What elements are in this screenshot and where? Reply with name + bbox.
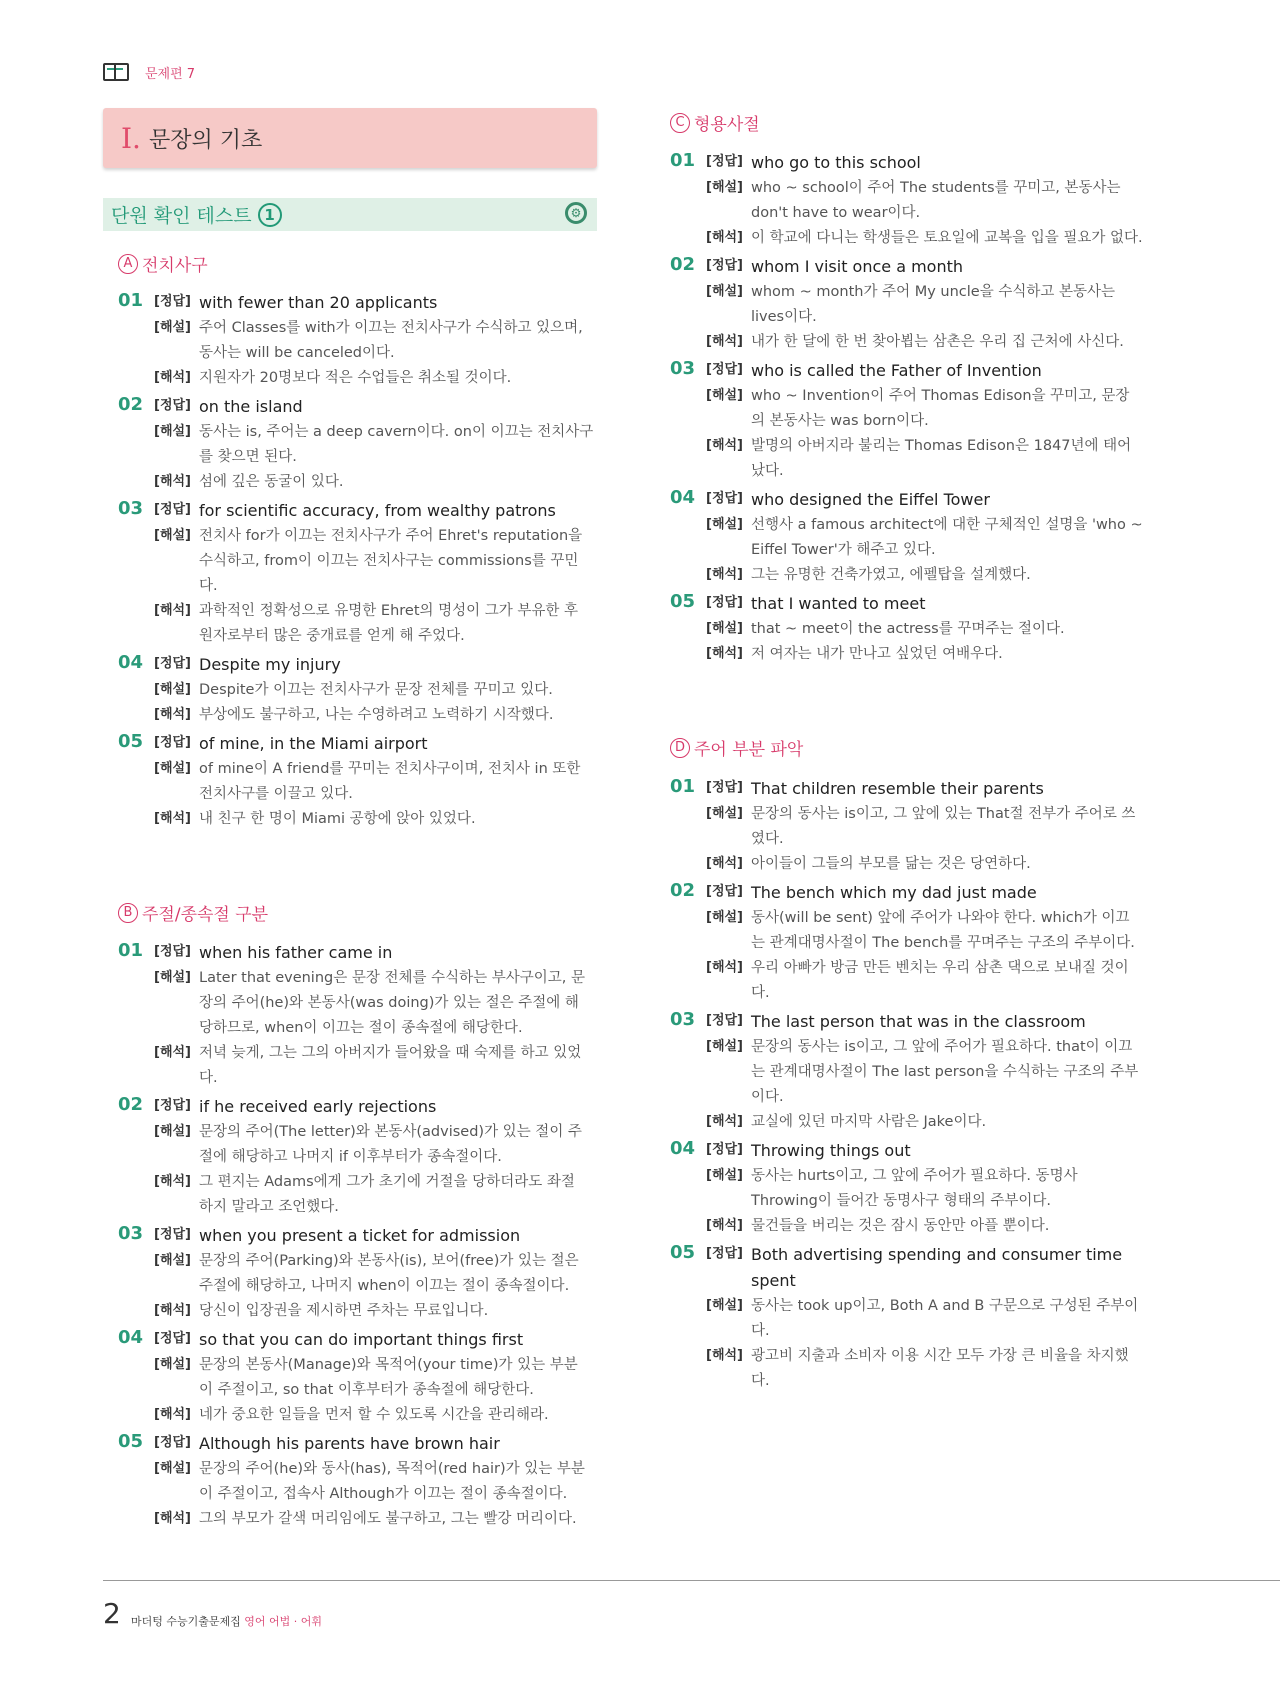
answer-text: That children resemble their parents [751,779,1044,798]
item-number: 05 [670,1242,696,1263]
section-a-list [118,290,608,835]
answer-tag: [정답] [706,780,743,795]
answer-tag: [정답] [706,1013,743,1028]
explanation-text: 문장의 주어(Parking)와 본동사(is), 보어(free)가 있는 절은 [199,1253,579,1269]
answer-tag: [정답] [706,154,743,169]
book-icon [103,63,129,81]
item-number: 03 [118,498,144,519]
answer-tag: [정답] [706,258,743,273]
answer-item [118,1327,608,1428]
answer-text: whom I visit once a month [751,257,964,276]
item-number: 02 [670,254,696,275]
explanation-text: 이 주절이고, 접속사 Although가 이끄는 절이 종속절이다. [199,1486,568,1502]
section-title: 전치사구 [142,256,208,276]
translation-tag: [해석] [154,474,191,489]
answer-item [118,940,608,1091]
answer-text: that I wanted to meet [751,594,926,613]
item-number: 04 [118,1327,144,1348]
explanation-text: 동사(will be sent) 앞에 주어가 나와야 한다. which가 이끄 [751,910,1130,926]
explanation-tag: [해설] [154,682,191,697]
footer-book: 마더텅 수능기출문제집 [131,1615,241,1628]
translation-text: 그의 부모가 갈색 머리임에도 불구하고, 그는 빨강 머리이다. [199,1511,577,1527]
translation-text: 부상에도 불구하고, 나는 수영하려고 노력하기 시작했다. [199,707,554,723]
answer-text: for scientific accuracy, from wealthy patrons [199,501,556,520]
explanation-text: 선행사 a famous architect에 대한 구체적인 설명을 'who ~ [751,517,1143,533]
item-number: 01 [670,150,696,171]
explanation-text: 절에 해당하고 나머지 if 이후부터가 종속절이다. [199,1149,502,1165]
item-number: 05 [118,1431,144,1452]
section-title: 주어 부분 파악 [694,740,804,760]
answer-text: of mine, in the Miami airport [199,734,428,753]
translation-text: 내 친구 한 명이 Miami 공항에 앉아 있었다. [199,811,476,827]
unit-title: 단원 확인 테스트 [111,205,252,227]
explanation-tag: [해설] [706,910,743,925]
explanation-tag: [해설] [706,517,743,532]
translation-tag: [해석] [706,230,743,245]
translation-text: 광고비 지출과 소비자 이용 시간 모두 가장 큰 비율을 차지했 [751,1348,1129,1364]
translation-text: 다. [199,1070,218,1086]
explanation-text: 이다. [751,1089,784,1105]
translation-text: 이 학교에 다니는 학생들은 토요일에 교복을 입을 필요가 없다. [751,230,1143,246]
explanation-text: Throwing이 들어간 동명사구 형태의 주부이다. [751,1193,1051,1209]
explanation-text: Later that evening은 문장 전체를 수식하는 부사구이고, 문 [199,970,585,986]
translation-tag: [해석] [154,1511,191,1526]
explanation-tag: [해설] [154,970,191,985]
translation-text: 우리 아빠가 방금 만든 벤치는 우리 삼촌 댁으로 보내질 것이 [751,960,1129,976]
answer-item [670,254,1160,355]
explanation-text: 전치사구를 이끌고 있다. [199,786,353,802]
explanation-text: 다. [199,578,218,594]
translation-text: 섬에 깊은 동굴이 있다. [199,474,344,490]
item-number: 03 [670,1009,696,1030]
explanation-text: 이 주절이고, so that 이후부터가 종속절에 해당한다. [199,1382,534,1398]
translation-tag: [해석] [706,334,743,349]
section-letter: D [670,738,690,758]
explanation-tag: [해설] [154,1253,191,1268]
answer-tag: [정답] [154,1098,191,1113]
translation-tag: [해석] [154,603,191,618]
explanation-text: 수식하고, from이 이끄는 전치사구는 commissions를 꾸민 [199,553,579,569]
translation-text: 저 여자는 내가 만나고 싶었던 여배우다. [751,646,1003,662]
translation-text: 원자로부터 많은 중개료를 얻게 해 주었다. [199,628,465,644]
answer-tag: [정답] [154,398,191,413]
unit-number: 1 [258,203,282,227]
translation-tag: [해석] [706,646,743,661]
answer-tag: [정답] [154,1435,191,1450]
section-title: 형용사절 [694,115,760,135]
explanation-tag: [해설] [154,761,191,776]
answer-item [670,880,1160,1006]
answer-item [670,1242,1160,1394]
answer-text: when his father came in [199,943,393,962]
explanation-text: lives이다. [751,309,817,325]
section-b-list [118,940,608,1535]
answer-item [118,290,608,391]
item-number: 03 [118,1223,144,1244]
answer-text: on the island [199,397,303,416]
answer-text: when you present a ticket for admission [199,1226,521,1245]
answer-item [670,1009,1160,1135]
answer-item [670,776,1160,877]
translation-text: 내가 한 달에 한 번 찾아뵙는 삼촌은 우리 집 근처에 사신다. [751,334,1124,350]
translation-text: 하지 말라고 조언했다. [199,1199,339,1215]
explanation-tag: [해설] [706,1298,743,1313]
item-number: 03 [670,358,696,379]
unit-banner [103,198,597,231]
answer-text: so that you can do important things first [199,1330,524,1349]
translation-tag: [해석] [706,438,743,453]
answer-item [118,394,608,495]
section-d-heading [670,735,803,760]
explanation-text: 를 찾으면 된다. [199,449,297,465]
answer-tag: [정답] [154,1227,191,1242]
answer-text: who designed the Eiffel Tower [751,490,990,509]
explanation-text: 장의 주어(he)와 본동사(was doing)가 있는 절은 주절에 해 [199,995,579,1011]
explanation-text: 는 관계대명사절이 The bench를 꾸며주는 구조의 주부이다. [751,935,1135,951]
answer-item [670,358,1160,484]
answer-tag: [정답] [154,944,191,959]
translation-tag: [해석] [154,1303,191,1318]
item-number: 04 [670,1138,696,1159]
explanation-text: don't have to wear이다. [751,205,921,221]
translation-text: 지원자가 20명보다 적은 수업들은 취소될 것이다. [199,370,512,386]
explanation-text: 당하므로, when이 이끄는 절이 종속절에 해당한다. [199,1020,523,1036]
item-number: 05 [670,591,696,612]
answer-tag: [정답] [154,656,191,671]
page-number: 2 [103,1597,121,1630]
answer-text: Both advertising spending and consumer time spent [751,1245,1123,1290]
answer-tag: [정답] [706,1246,743,1261]
answer-tag: [정답] [706,595,743,610]
item-number: 01 [118,940,144,961]
translation-text: 저녁 늦게, 그는 그의 아버지가 들어왔을 때 숙제를 하고 있었 [199,1045,582,1061]
explanation-text: 동사는 took up이고, Both A and B 구문으로 구성된 주부이 [751,1298,1139,1314]
answer-item [670,1138,1160,1239]
section-letter: B [118,903,138,923]
explanation-text: 는 관계대명사절이 The last person을 수식하는 구조의 주부 [751,1064,1139,1080]
explanation-text: 동사는 hurts이고, 그 앞에 주어가 필요하다. 동명사 [751,1168,1078,1184]
translation-tag: [해석] [154,1407,191,1422]
explanation-tag: [해설] [154,1357,191,1372]
item-number: 05 [118,731,144,752]
item-number: 04 [118,652,144,673]
gear-icon: ⚙ [565,202,587,224]
translation-tag: [해석] [706,1218,743,1233]
translation-text: 아이들이 그들의 부모를 닮는 것은 당연하다. [751,856,1031,872]
translation-tag: [해석] [154,370,191,385]
answer-tag: [정답] [154,1331,191,1346]
answer-tag: [정답] [154,294,191,309]
section-d-list [670,776,1160,1397]
header-label: 문제편 7 [145,66,196,82]
item-number: 01 [670,776,696,797]
explanation-text: Despite가 이끄는 전치사구가 문장 전체를 꾸미고 있다. [199,682,553,698]
section-a-heading [118,251,208,276]
answer-text: Despite my injury [199,655,341,674]
section-letter: C [670,113,690,133]
translation-text: 과학적인 정확성으로 유명한 Ehret의 명성이 그가 부유한 후 [199,603,579,619]
explanation-text: 전치사 for가 이끄는 전치사구가 주어 Ehret's reputation을 [199,528,583,544]
footer-book-title [131,1613,322,1629]
translation-text: 발명의 아버지라 불리는 Thomas Edison은 1847년에 태어 [751,438,1132,454]
explanation-text: 다. [751,1323,770,1339]
chapter-number: I. [121,121,141,155]
translation-tag: [해석] [706,1114,743,1129]
answer-tag: [정답] [706,362,743,377]
answer-tag: [정답] [154,502,191,517]
explanation-text: 주어 Classes를 with가 이끄는 전치사구가 수식하고 있으며, [199,320,583,336]
footer-subject: 영어 어법 · 어휘 [244,1615,323,1628]
explanation-text: of mine이 A friend를 꾸미는 전치사구이며, 전치사 in 또한 [199,761,581,777]
translation-text: 물건들을 버리는 것은 잠시 동안만 아플 뿐이다. [751,1218,1050,1234]
translation-tag: [해석] [154,811,191,826]
item-number: 02 [118,394,144,415]
translation-tag: [해석] [154,707,191,722]
translation-tag: [해석] [706,960,743,975]
answer-item [670,487,1160,588]
item-number: 02 [118,1094,144,1115]
explanation-tag: [해설] [154,424,191,439]
answer-item [118,652,608,728]
explanation-tag: [해설] [154,1124,191,1139]
explanation-text: 주절에 해당하고, 나머지 when이 이끄는 절이 종속절이다. [199,1278,570,1294]
translation-text: 다. [751,1373,770,1389]
explanation-text: 의 본동사는 was born이다. [751,413,929,429]
answer-item [118,1223,608,1324]
answer-item [118,1094,608,1220]
item-number: 01 [118,290,144,311]
explanation-text: who ~ school이 주어 The students를 꾸미고, 본동사는 [751,180,1121,196]
explanation-text: whom ~ month가 주어 My uncle을 수식하고 본동사는 [751,284,1115,300]
explanation-text: Eiffel Tower'가 해주고 있다. [751,542,936,558]
explanation-tag: [해설] [706,1168,743,1183]
item-number: 02 [670,880,696,901]
translation-text: 네가 중요한 일들을 먼저 할 수 있도록 시간을 관리해라. [199,1407,549,1423]
answer-tag: [정답] [706,1142,743,1157]
answer-tag: [정답] [154,735,191,750]
translation-tag: [해석] [706,1348,743,1363]
answer-text: who is called the Father of Invention [751,361,1042,380]
answer-text: Although his parents have brown hair [199,1434,500,1453]
answer-item [118,731,608,832]
page-header [103,60,195,84]
answer-item [118,498,608,649]
answer-item [670,591,1160,667]
section-c-heading [670,110,760,135]
answer-item [118,1431,608,1532]
section-b-heading [118,900,268,925]
explanation-tag: [해설] [706,806,743,821]
explanation-tag: [해설] [706,1039,743,1054]
explanation-text: 문장의 동사는 is이고, 그 앞에 있는 That절 전부가 주어로 쓰 [751,806,1136,822]
explanation-text: 였다. [751,831,784,847]
explanation-tag: [해설] [154,1461,191,1476]
explanation-text: that ~ meet이 the actress를 꾸며주는 절이다. [751,621,1065,637]
answer-text: who go to this school [751,153,921,172]
translation-text: 그는 유명한 건축가였고, 에펠탑을 설계했다. [751,567,1031,583]
answer-text: with fewer than 20 applicants [199,293,438,312]
answer-text: Throwing things out [751,1141,911,1160]
translation-tag: [해석] [706,856,743,871]
explanation-text: 문장의 주어(he)와 동사(has), 목적어(red hair)가 있는 부분 [199,1461,585,1477]
explanation-text: who ~ Invention이 주어 Thomas Edison을 꾸미고, 문장 [751,388,1130,404]
translation-text: 다. [751,985,770,1001]
translation-tag: [해석] [154,1045,191,1060]
answer-text: The last person that was in the classroom [751,1012,1086,1031]
section-title: 주절/종속절 구분 [142,905,269,925]
answer-text: The bench which my dad just made [751,883,1037,902]
footer-divider [103,1580,1280,1581]
translation-text: 그 편지는 Adams에게 그가 초기에 거절을 당하더라도 좌절 [199,1174,575,1190]
section-letter: A [118,254,138,274]
translation-text: 났다. [751,463,784,479]
explanation-text: 문장의 주어(The letter)와 본동사(advised)가 있는 절이 주 [199,1124,582,1140]
translation-tag: [해석] [706,567,743,582]
section-c-list [670,150,1160,670]
explanation-tag: [해설] [154,320,191,335]
answer-tag: [정답] [706,884,743,899]
translation-text: 교실에 있던 마지막 사람은 Jake이다. [751,1114,987,1130]
item-number: 04 [670,487,696,508]
translation-tag: [해석] [154,1174,191,1189]
explanation-text: 문장의 동사는 is이고, 그 앞에 주어가 필요하다. that이 이끄 [751,1039,1133,1055]
translation-text: 당신이 입장권을 제시하면 주차는 무료입니다. [199,1303,489,1319]
answer-text: if he received early rejections [199,1097,437,1116]
chapter-title: 문장의 기초 [148,127,263,153]
answer-item [670,150,1160,251]
explanation-tag: [해설] [154,528,191,543]
explanation-tag: [해설] [706,621,743,636]
explanation-tag: [해설] [706,284,743,299]
answer-tag: [정답] [706,491,743,506]
explanation-text: 문장의 본동사(Manage)와 목적어(your time)가 있는 부분 [199,1357,578,1373]
explanation-text: 동사는 will be canceled이다. [199,345,395,361]
chapter-banner [103,108,597,168]
explanation-tag: [해설] [706,388,743,403]
explanation-text: 동사는 is, 주어는 a deep cavern이다. on이 이끄는 전치사구 [199,424,594,440]
explanation-tag: [해설] [706,180,743,195]
